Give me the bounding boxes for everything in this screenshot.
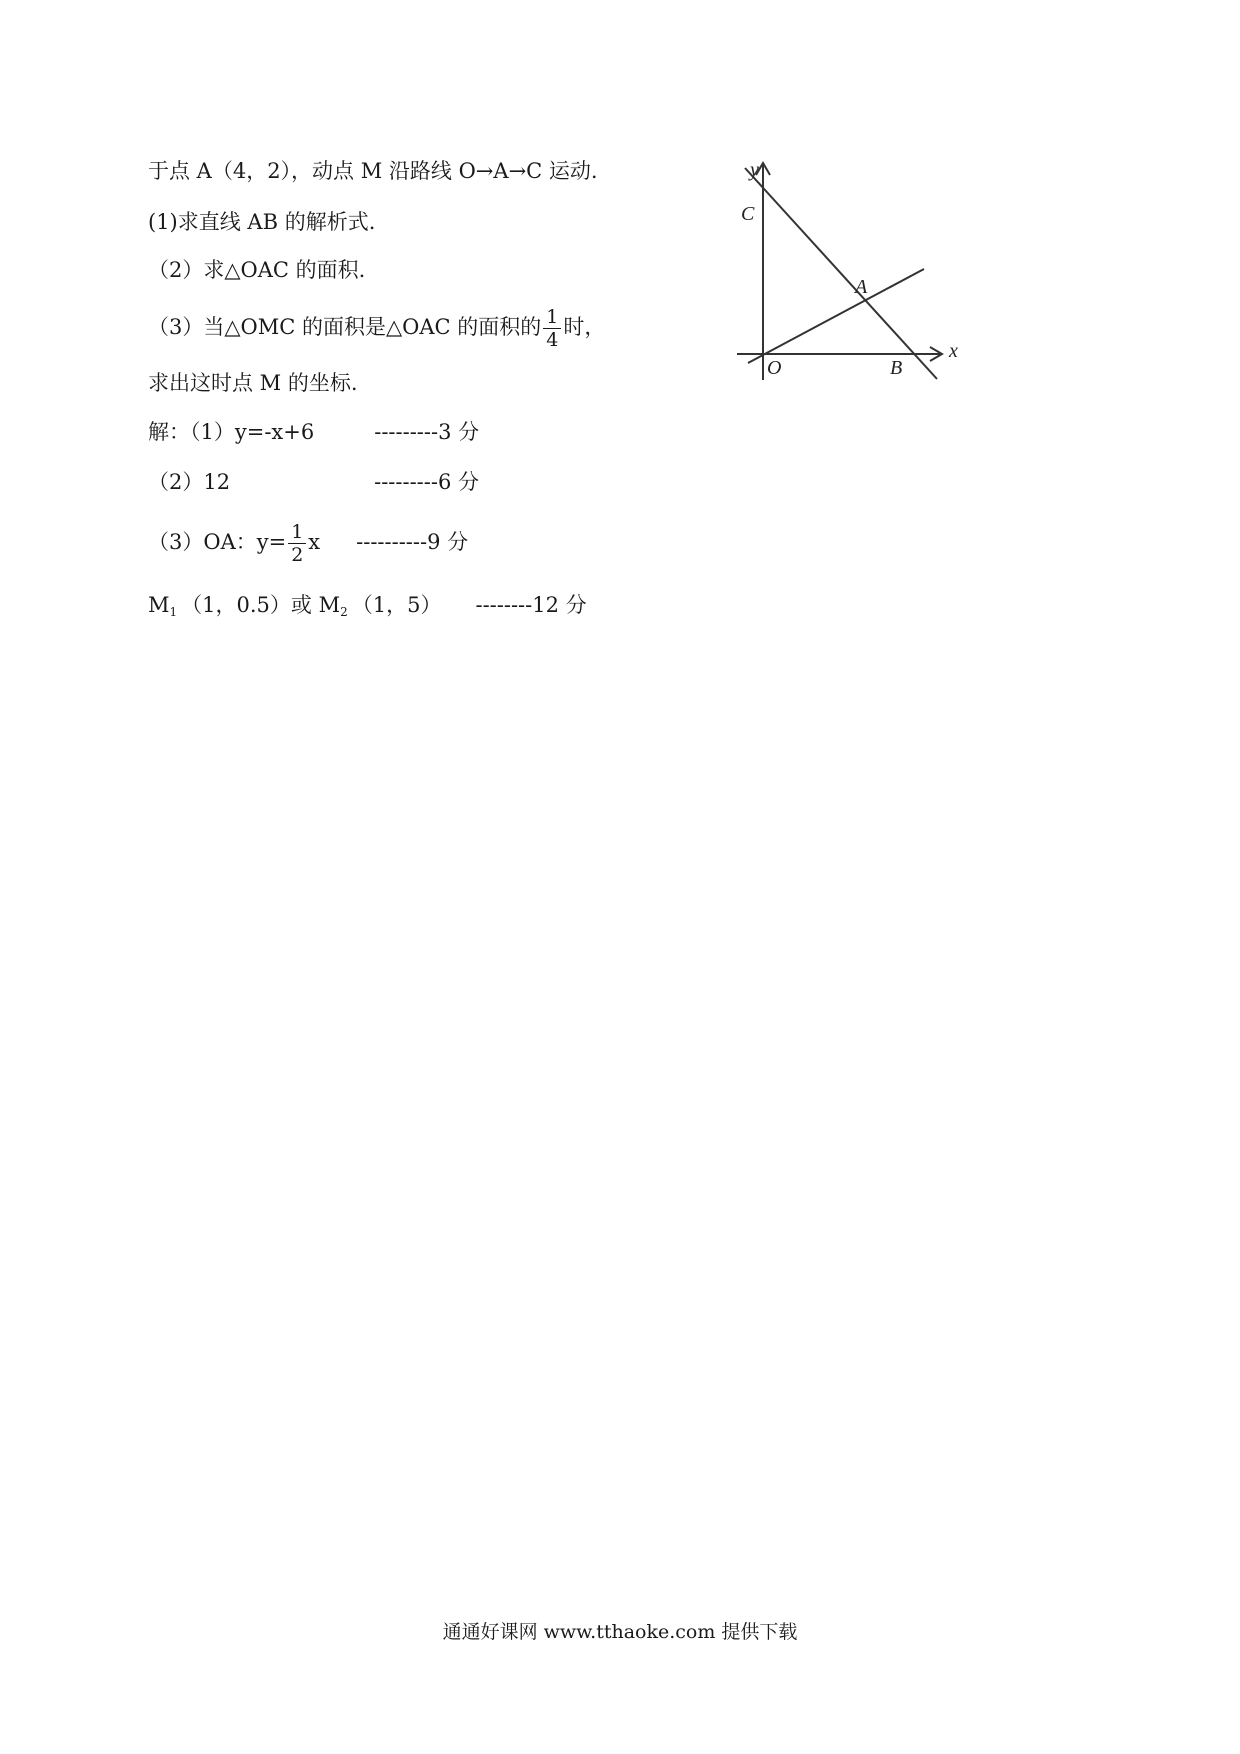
y-axis-label: y xyxy=(750,159,759,181)
fraction-one-half xyxy=(288,521,306,566)
origin-label: O xyxy=(767,357,782,379)
question-line-5: 求出这时点 M 的坐标. xyxy=(148,371,358,395)
line-cb xyxy=(745,168,937,379)
question-part-3-text: （3）当△OMC 的面积是△OAC 的面积的 xyxy=(148,315,542,339)
answer-4-score: --------12 分 xyxy=(475,593,587,617)
answer-1-text: 解：（1）y=-x+6 xyxy=(148,420,315,444)
answer-4-m1-value: （1，0.5）或 M xyxy=(181,593,341,617)
line-oa xyxy=(748,269,924,363)
answer-3-score: ----------9 分 xyxy=(356,530,469,554)
page-footer: 通通好课网 www.tthaoke.com 提供下载 xyxy=(442,1621,798,1643)
point-b-label: B xyxy=(890,357,903,379)
question-part-1: (1)求直线 AB 的解析式. xyxy=(148,210,376,234)
answer-4-m1-subscript: 1 xyxy=(169,605,178,619)
question-line-1: 于点 A（4，2），动点 M 沿路线 O→A→C 运动. xyxy=(148,159,598,183)
answer-1-score: ---------3 分 xyxy=(374,420,480,444)
x-axis-label: x xyxy=(949,340,958,362)
answer-4 xyxy=(148,591,587,626)
fraction-numerator: 1 xyxy=(288,521,306,544)
point-a-label: A xyxy=(855,276,868,298)
fraction-numerator: 1 xyxy=(543,306,561,329)
answer-3-text: （3）OA：y= xyxy=(148,530,287,554)
point-c-label: C xyxy=(741,203,755,225)
answer-3 xyxy=(148,521,468,566)
question-part-2: （2）求△OAC 的面积. xyxy=(148,258,366,282)
answer-4-m2-subscript: 2 xyxy=(340,605,348,619)
answer-2 xyxy=(148,468,479,496)
answer-4-m1: M xyxy=(148,593,170,617)
answer-4-m2-value: （1，5） xyxy=(351,593,442,617)
fraction-denominator: 4 xyxy=(546,329,559,351)
fraction-denominator: 2 xyxy=(291,544,304,566)
answer-3-x: x xyxy=(308,530,321,554)
coordinate-figure xyxy=(0,0,1240,420)
question-part-3-suffix: 时， xyxy=(563,315,606,339)
answer-2-score: ---------6 分 xyxy=(374,470,479,494)
answer-2-text: （2）12 xyxy=(148,470,231,494)
answer-1 xyxy=(148,418,479,446)
